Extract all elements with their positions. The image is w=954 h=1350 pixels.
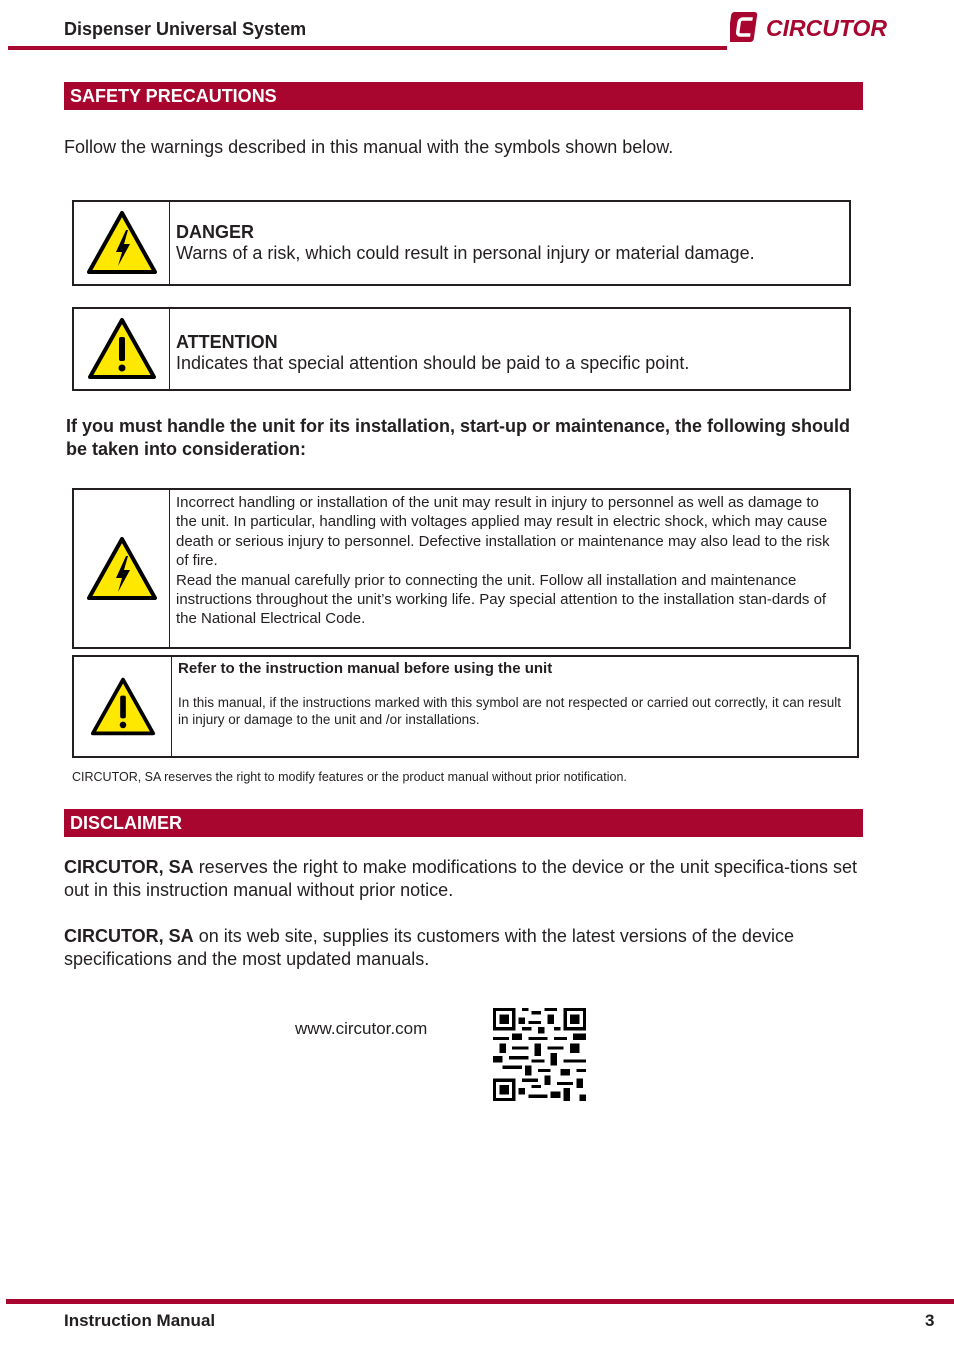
danger-description: Warns of a risk, which could result in personal injury or material damage. (176, 243, 755, 263)
company-name: CIRCUTOR, SA (64, 926, 194, 946)
paragraph-text: reserves the right to make modifications to the device or the unit specifica-tions set out in this instruction manual without prior notice. (64, 857, 858, 900)
attention-description: Indicates that special attention should be paid to a specific point. (176, 353, 690, 373)
handling-text-1: Incorrect handling or installation of the unit may result in injury to personnel as well as damage to the unit. In particular, handling with voltages applied may result in electric shock, which may cause death or serious injury to personnel. Defective installation or maintenance may also lead to the risk of fire. (176, 494, 830, 570)
qr-code-icon (493, 1008, 586, 1101)
danger-title: DANGER (176, 222, 255, 242)
attention-box (72, 307, 851, 391)
electric-hazard-icon (74, 490, 170, 647)
disclaimer-paragraph-1 (64, 856, 864, 902)
section-heading-safety: SAFETY PRECAUTIONS (64, 82, 863, 110)
header-rule (8, 46, 727, 50)
circutor-logo (730, 9, 910, 45)
intro-text: Follow the warnings described in this manual with the symbols shown below. (64, 137, 674, 157)
website-link[interactable]: www.circutor.com (295, 1019, 428, 1038)
disclaimer-paragraph-2 (64, 925, 864, 971)
company-name: CIRCUTOR, SA (64, 857, 194, 877)
svg-text:CIRCUTOR: CIRCUTOR (766, 15, 887, 41)
exclamation-warning-icon (74, 309, 170, 389)
paragraph-text: on its web site, supplies its customers with the latest versions of the device specifications and the most updated manuals. (64, 926, 794, 969)
section-heading-disclaimer: DISCLAIMER (64, 809, 863, 837)
refer-text: In this manual, if the instructions marked with this symbol are not respected or carried out correctly, it can result in injury or damage to the unit and /or installations. (178, 695, 842, 727)
refer-title: Refer to the instruction manual before using the unit (178, 660, 553, 677)
handling-note: If you must handle the unit for its installation, start-up or maintenance, the following should be taken into consideration: (66, 416, 851, 459)
footer-rule (6, 1299, 954, 1304)
footer-manual-label: Instruction Manual (64, 1311, 216, 1330)
electric-hazard-icon (74, 202, 170, 284)
refer-manual-box (72, 655, 859, 758)
danger-box (72, 200, 851, 286)
attention-title: ATTENTION (176, 332, 278, 352)
handling-text-2: Read the manual carefully prior to connecting the unit. Follow all installation and maintenance instructions throughout the unit’s working life. Pay special attention to the installation stan-dards of the National Electrical Code. (176, 571, 827, 628)
exclamation-warning-icon (74, 657, 172, 756)
footnote: CIRCUTOR, SA reserves the right to modify features or the product manual without prior notification. (72, 770, 627, 784)
handling-warning-box (72, 488, 851, 649)
document-title: Dispenser Universal System (64, 19, 307, 39)
page-number: 3 (925, 1311, 935, 1330)
